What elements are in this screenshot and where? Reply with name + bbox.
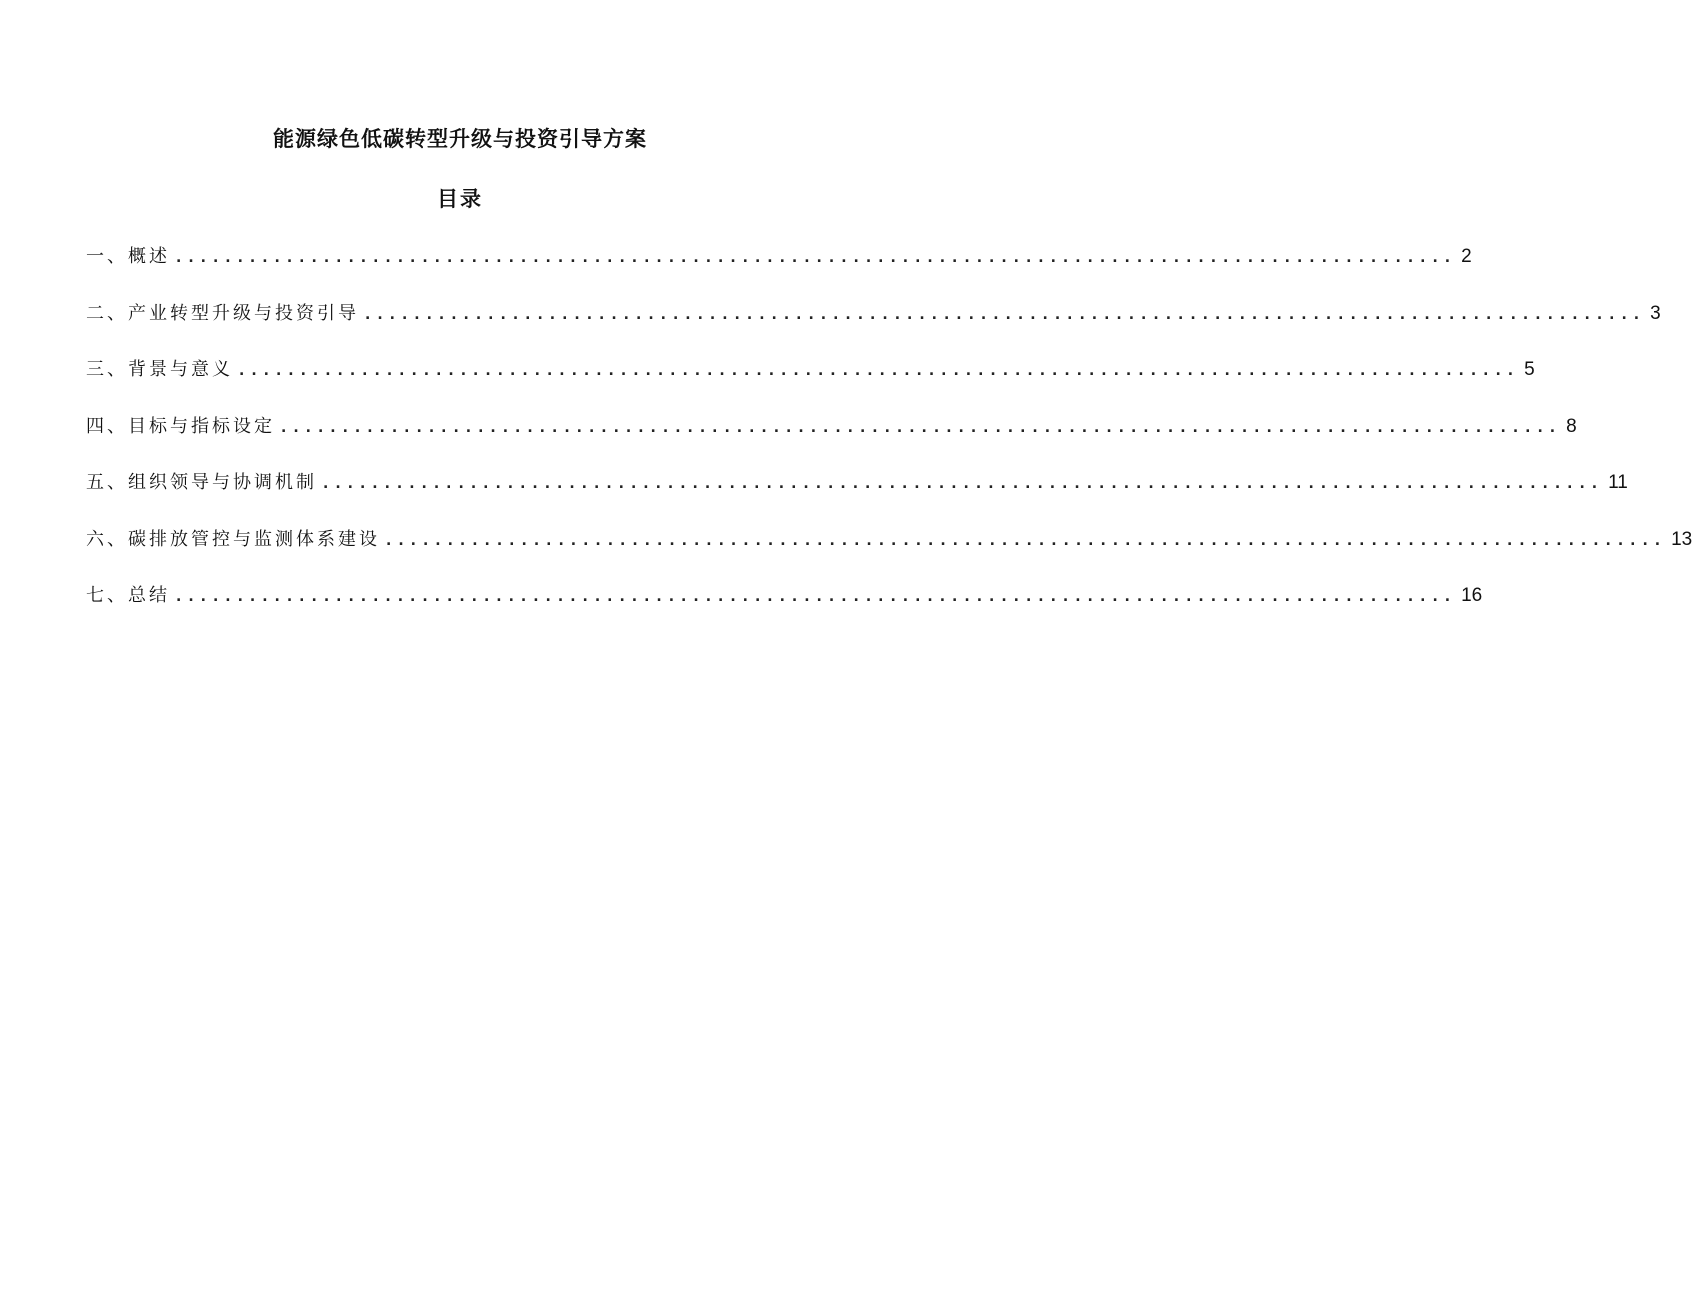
toc-entry-carbon-control[interactable] xyxy=(86,523,1692,580)
toc-entry-page-number: 2 xyxy=(1461,246,1472,267)
toc-entry-label: 一、概述 xyxy=(86,246,170,267)
toc-entry-label: 四、目标与指标设定 xyxy=(86,415,275,437)
toc-entry-label: 三、背景与意义 xyxy=(86,359,233,380)
toc-entry-page-number: 13 xyxy=(1671,528,1692,550)
toc-entry-page-number: 5 xyxy=(1524,359,1535,380)
table-of-contents xyxy=(86,240,1692,636)
document-title: 能源绿色低碳转型升级与投资引导方案 xyxy=(273,127,647,151)
toc-entry-page-number: 8 xyxy=(1566,415,1577,437)
toc-entry-organization[interactable] xyxy=(86,466,1628,523)
toc-entry-page-number: 16 xyxy=(1461,585,1483,606)
toc-dot-leader: ........................................................................................................ xyxy=(323,476,1605,492)
toc-dot-leader: ........................................................................................................ xyxy=(386,532,1668,549)
toc-entry-industry-upgrade[interactable] xyxy=(86,297,1661,354)
toc-dot-leader: ........................................................................................................ xyxy=(176,250,1458,266)
toc-entry-background[interactable] xyxy=(86,353,1535,410)
toc-entry-summary[interactable] xyxy=(86,579,1483,636)
toc-dot-leader: ........................................................................................................ xyxy=(365,306,1647,323)
toc-entry-page-number: 11 xyxy=(1608,472,1628,493)
toc-entry-label: 七、总结 xyxy=(86,585,170,606)
toc-dot-leader: ........................................................................................................ xyxy=(176,589,1458,605)
toc-dot-leader: ........................................................................................................ xyxy=(239,363,1521,379)
toc-entry-label: 二、产业转型升级与投资引导 xyxy=(86,302,359,324)
toc-entry-overview[interactable] xyxy=(86,240,1472,297)
toc-heading: 目录 xyxy=(437,187,483,211)
toc-dot-leader: ........................................................................................................ xyxy=(281,419,1563,436)
toc-entry-targets[interactable] xyxy=(86,410,1577,467)
toc-entry-label: 五、组织领导与协调机制 xyxy=(86,472,317,493)
toc-entry-page-number: 3 xyxy=(1650,302,1661,324)
toc-entry-label: 六、碳排放管控与监测体系建设 xyxy=(86,528,380,550)
